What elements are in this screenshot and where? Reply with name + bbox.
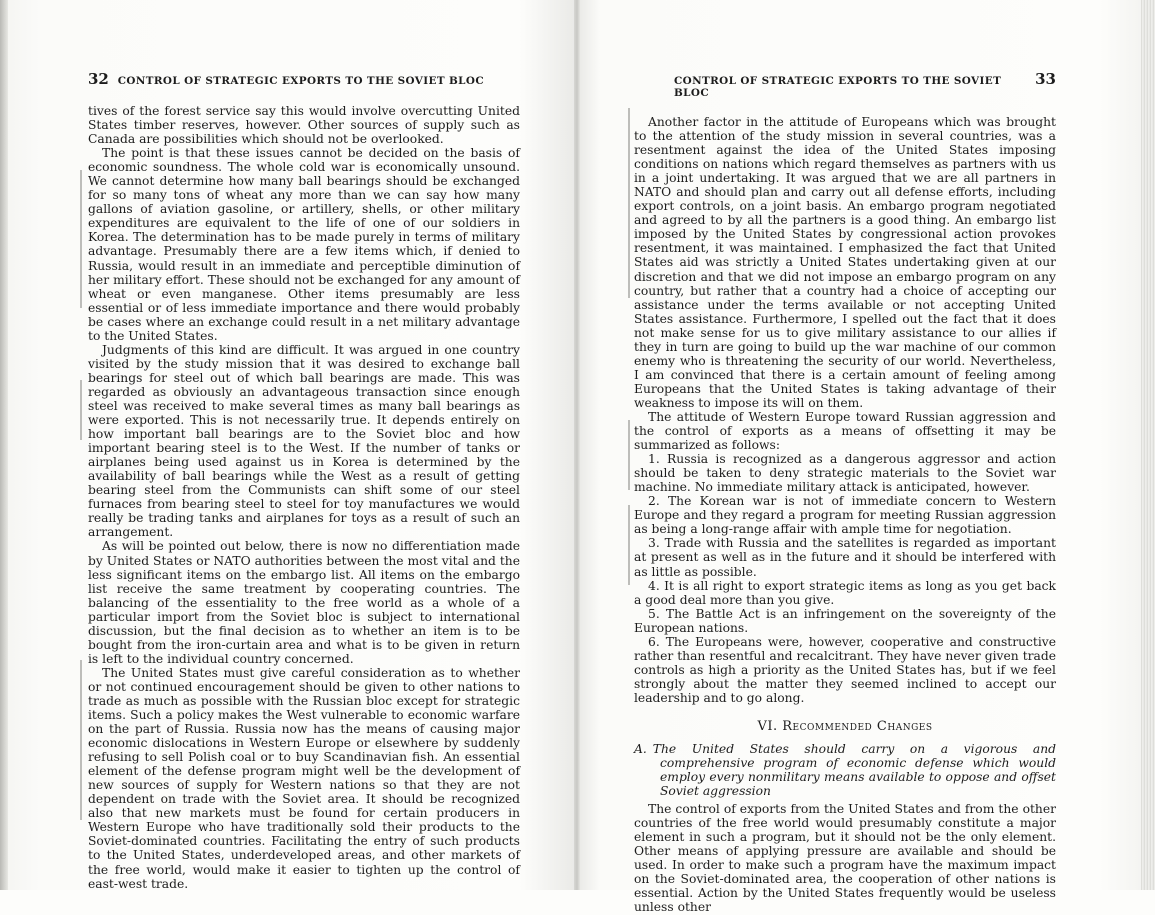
section-title: VI. Recommended Changes — [757, 718, 933, 734]
list-item: 6. The Europeans were, however, cooperative and constructive rather than resentful and recalcitrant. They have never given trade controls as high a priority as the United States has, but if we feel strongly about the matter they seemed inclined to accept our leadership and to go along. — [634, 634, 1056, 705]
paragraph: As will be pointed out below, there is now no differentiation made by United States or NATO authorities between the most vital and the less significant items on the embargo list. All items on the embargo list receive the same treatment by cooperating countries. The balancing of the essentiality to the free world as a whole of a particular import from the Soviet bloc is subject to international discussion, but the final decision as to whether an item is to be bought from the iron-curtain area and what is to be given in return is left to the individual country concerned. — [88, 539, 520, 666]
paragraph: The attitude of Western Europe toward Russian aggression and the control of exports as a means of offsetting it may be summarized as follows: — [634, 409, 1056, 453]
pencil-margin-mark — [628, 108, 630, 298]
book-gutter — [574, 0, 580, 890]
subheading — [634, 742, 1056, 798]
paragraph: The control of exports from the United States and from the other countries of the free world would presumably constitute a major element in such a program, but it should not be the only element. Other means of applying pressure are available and should be used. In order to make such a program have the maximum impact on the Soviet-dominated area, the cooperation of other nations is essential. Action by the United States frequently would be useless unless other — [634, 802, 1056, 915]
paragraph: tives of the forest service say this would involve overcutting United States timber reserves, however. Other sources of supply such as Canada are possibilities which should not be overlooked. — [88, 104, 520, 147]
running-head: CONTROL OF STRATEGIC EXPORTS TO THE SOVIET BLOC — [117, 75, 484, 87]
list-item: 4. It is all right to export strategic items as long as you get back a good deal more than you give. — [634, 578, 1056, 607]
pencil-margin-mark — [80, 660, 82, 820]
paragraph: The United States must give careful consideration as to whether or not continued encouragement should be given to other nations to trade as much as possible with the Russian bloc except for strategic items. Such a policy makes the West vulnerable to economic warfare on the part of Russia. Russia now has the means of causing major economic dislocations in Western Europe or elsewhere by suddenly refusing to sell Polish coal or to buy Scandinavian fish. An essential element of the defense program might well be the development of new sources of supply for Western nations so that they are not dependent on trade with the Soviet area. It should be recognized also that new markets must be found for certain producers in Western Europe who have traditionally sold their products to the Soviet-dominated countries. Facilitating the entry of such products to the United States, underdeveloped areas, and other markets of the free world, would make it easier to tighten up the control of east-west trade. — [88, 665, 520, 891]
list-item: 3. Trade with Russia and the satellites is regarded as important at present as well as in the future and it should be interfered with as little as possible. — [634, 536, 1056, 579]
left-page — [88, 70, 520, 891]
list-item: 5. The Battle Act is an infringement on the sovereignty of the European nations. — [634, 606, 1056, 635]
page-number: 32 — [88, 70, 109, 88]
subheading-label: A. — [634, 741, 647, 756]
left-page-edge — [0, 0, 8, 890]
page-number: 33 — [1035, 70, 1056, 88]
running-head: CONTROL OF STRATEGIC EXPORTS TO THE SOVIET BLOC — [674, 75, 1002, 99]
left-page-header — [88, 70, 520, 88]
pencil-margin-mark — [628, 420, 630, 490]
list-item: 2. The Korean war is not of immediate concern to Western Europe and they regard a program for meeting Russian aggression as being a long-range affair with ample time for negotiation. — [634, 494, 1056, 537]
right-page-header — [634, 70, 1056, 99]
list-item: 1. Russia is recognized as a dangerous aggressor and action should be taken to deny strategic materials to the Soviet war machine. No immediate military attack is anticipated, however. — [634, 452, 1056, 495]
pencil-margin-mark — [80, 380, 82, 440]
pencil-margin-mark — [628, 505, 630, 585]
left-page-body — [88, 104, 520, 891]
paragraph: Another factor in the attitude of Europeans which was brought to the attention of the study mission in several countries, was a resentment against the idea of the United States imposing conditions on nations which regard themselves as partners with us in a joint undertaking. It was argued that we are all partners in NATO and should plan and carry out all defense efforts, including export controls, on a joint basis. An embargo program negotiated and agreed to by all the partners is a good thing. An embargo list imposed by the United States by congressional action provokes resentment, it was maintained. I emphasized the fact that United States aid was strictly a United States undertaking given at our discretion and that we did not impose an embargo program on any country, but rather that a country had a choice of accepting our assistance under the terms available or not accepting United States assistance. Furthermore, I spelled out the fact that it does not make sense for us to give military assistance to our allies if they in turn are going to build up the war machine of our common enemy who is threatening the security of our world. Nevertheless, I am convinced that there is a certain amount of feeling among Europeans that the United States is taking advantage of their weakness to impose its will on them. — [634, 115, 1056, 410]
right-page — [634, 70, 1056, 915]
pencil-margin-mark — [80, 170, 82, 308]
right-page-body — [634, 115, 1056, 915]
paragraph: The point is that these issues cannot be decided on the basis of economic soundness. The whole cold war is economically unsound. We cannot determine how many ball bearings should be exchanged for so many tons of wheat any more than we can say how many gallons of aviation gasoline, or artillery, shells, or other military expenditures are equivalent to the life of one of our soldiers in Korea. The determination has to be made purely in terms of military advantage. Presumably there are a few items which, if denied to Russia, would result in an immediate and perceptible diminution of her military effort. These should not be exchanged for any amount of wheat or even manganese. Other items presumably are less essential or of less immediate importance and there would probably be cases where an exchange could result in a net military advantage to the United States. — [88, 146, 520, 343]
right-page-edges — [1141, 0, 1155, 890]
subheading-text: The United States should carry on a vigorous and comprehensive program of economic defense which would employ every nonmilitary means available to oppose and offset Soviet aggression — [652, 741, 1056, 799]
paragraph: Judgments of this kind are difficult. It was argued in one country visited by the study mission that it was desired to exchange ball bearings for steel out of which ball bearings are made. This was regarded as obviously an advantageous transaction since enough steel was received to make several times as many ball bearings as were exported. This is not necessarily true. It depends entirely on how important ball bearings are to the Soviet bloc and how important bearing steel is to the West. If the number of tanks or airplanes being used against us in Korea is determined by the availability of ball bearings while the West as a result of getting bearing steel from the Communists can shift some of our steel furnaces from bearing steel to steel for toy manufactures we would really be trading tanks and airplanes for toys as a result of such an arrangement. — [88, 342, 520, 540]
